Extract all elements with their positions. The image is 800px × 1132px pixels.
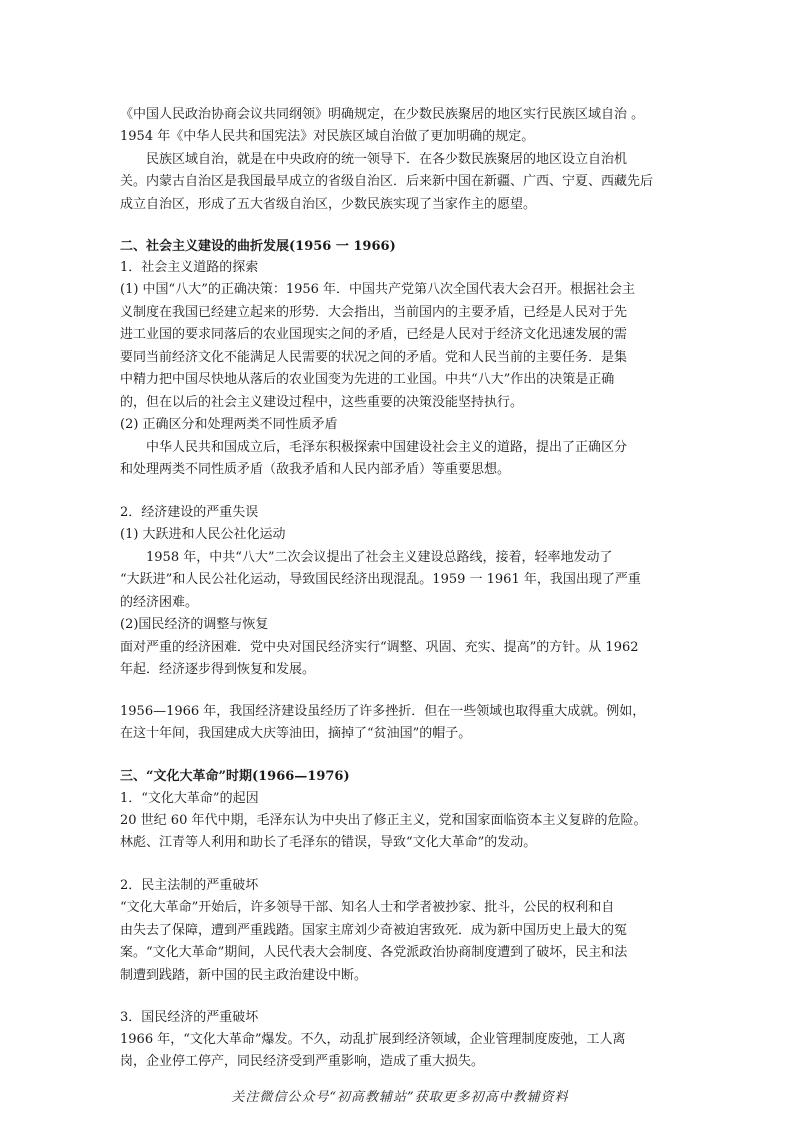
paragraph-line: 义制度在我国已经建立起来的形势．大会指出，当前国内的主要矛盾，已经是人民对于先 [120,305,628,320]
subsection-heading: (2) 正确区分和处理两类不同性质矛盾 [120,417,338,432]
paragraph-line: 案。“文化大革命”期间，人民代表大会制度、各党派政治协商制度遭到了破坏，民主和法 [120,945,628,960]
subsection-heading: 3．国民经济的严重破坏 [120,1010,259,1025]
paragraph-line: 的，但在以后的社会主义建设过程中，这些重要的决策没能坚持执行。 [120,395,524,410]
section-heading: 三、“文化大革命”时期(1966—1976) [120,769,350,784]
paragraph-line: 林彪、江青等人利用和助长了毛泽东的错误，导致“文化大革命”的发动。 [120,835,537,850]
paragraph-line: “文化大革命”开始后，许多领导干部、知名人士和学者被抄家、批斗，公民的权利和自 [120,900,615,915]
paragraph-line: (1) 中国“八大”的正确决策：1956 年．中国共产党第八次全国代表大会召开。根据社会主 [120,282,636,297]
subsection-heading: (1) 大跃进和人民公社化运动 [120,527,286,542]
subsection-heading: 2．民主法制的严重破坏 [120,878,259,893]
paragraph-line: 要同当前经济文化不能满足人民需要的状况之间的矛盾。党和人民当前的主要任务．是集 [120,350,628,365]
paragraph-line: 中精力把中国尽快地从落后的农业国变为先进的工业国。中共“八大”作出的决策是正确 [120,372,615,387]
subsection-heading: (2)国民经济的调整与恢复 [120,617,269,632]
paragraph-line: 和处理两类不同性质矛盾（敌我矛盾和人民内部矛盾）等重要思想。 [120,462,511,477]
paragraph-line: 民族区域自治，就是在中央政府的统一领导下．在各少数民族聚居的地区设立自治机 [120,152,628,167]
paragraph-line: 年起．经济逐步得到恢复和发展。 [120,662,316,677]
paragraph-line: 岗，企业停工停产，同民经济受到严重影响，造成了重大损失。 [120,1054,485,1069]
paragraph-line: “大跃进”和人民公社化运动，导致国民经济出现混乱。1959 一 1961 年，我国出现了严重 [120,572,641,587]
subsection-heading: 2．经济建设的严重失误 [120,505,259,520]
paragraph-line: 20 世纪 60 年代中期，毛泽东认为中央出了修正主义，党和国家面临资本主义复辟的危险。 [120,813,647,828]
paragraph-line: 1958 年，中共“八大”二次会议提出了社会主义建设总路线，接着，轻率地发动了 [120,550,613,565]
paragraph-line: 中华人民共和国成立后，毛泽东积极探索中国建设社会主义的道路，提出了正确区分 [120,440,628,455]
paragraph-line: 1954 年《中华人民共和国宪法》对民族区域自治做了更加明确的规定。 [120,129,535,144]
paragraph-line: 的经济困难。 [120,595,199,610]
paragraph-line: 在这十年间，我国建成大庆等油田，摘掉了“贫油国”的帽子。 [120,726,472,741]
subsection-heading: 1．“文化大革命”的起因 [120,791,259,806]
paragraph-line: 制遭到践踏，新中国的民主政治建设中断。 [120,968,368,983]
paragraph-line: 面对严重的经济困难．党中央对国民经济实行“调整、巩固、充实、提高”的方针。从 1962 [120,640,639,655]
paragraph-line: 1956—1966 年，我国经济建设虽经历了许多挫折．但在一些领域也取得重大成就。例如， [120,704,646,719]
paragraph-line: 进工业国的要求同落后的农业国现实之间的矛盾，已经是人民对于经济文化迅速发展的需 [120,327,628,342]
paragraph-line: 由失去了保障，遭到严重践踏。国家主席刘少奇被迫害致死．成为新中国历史上最大的冤 [120,923,628,938]
paragraph-line: 成立自治区，形成了五大省级自治区，少数民族实现了当家作主的愿望。 [120,197,537,212]
subsection-heading: 1．社会主义道路的探索 [120,260,259,275]
paragraph-line: 《中国人民政治协商会议共同纲领》明确规定，在少数民族聚居的地区实行民族区域自治 。 [120,107,645,122]
page-footer: 关注微信公众号“初高教辅站”获取更多初高中教辅资料 [231,1090,569,1105]
paragraph-line: 1966 年，“文化大革命”爆发。不久，动乱扩展到经济领域，企业管理制度废弛，工人离 [120,1032,626,1047]
section-heading: 二、社会主义建设的曲折发展(1956 一 1966) [120,239,396,254]
paragraph-line: 关。内蒙古自治区是我国最早成立的省级自治区．后来新中国在新疆、广西、宁夏、西藏先后 [120,174,654,189]
